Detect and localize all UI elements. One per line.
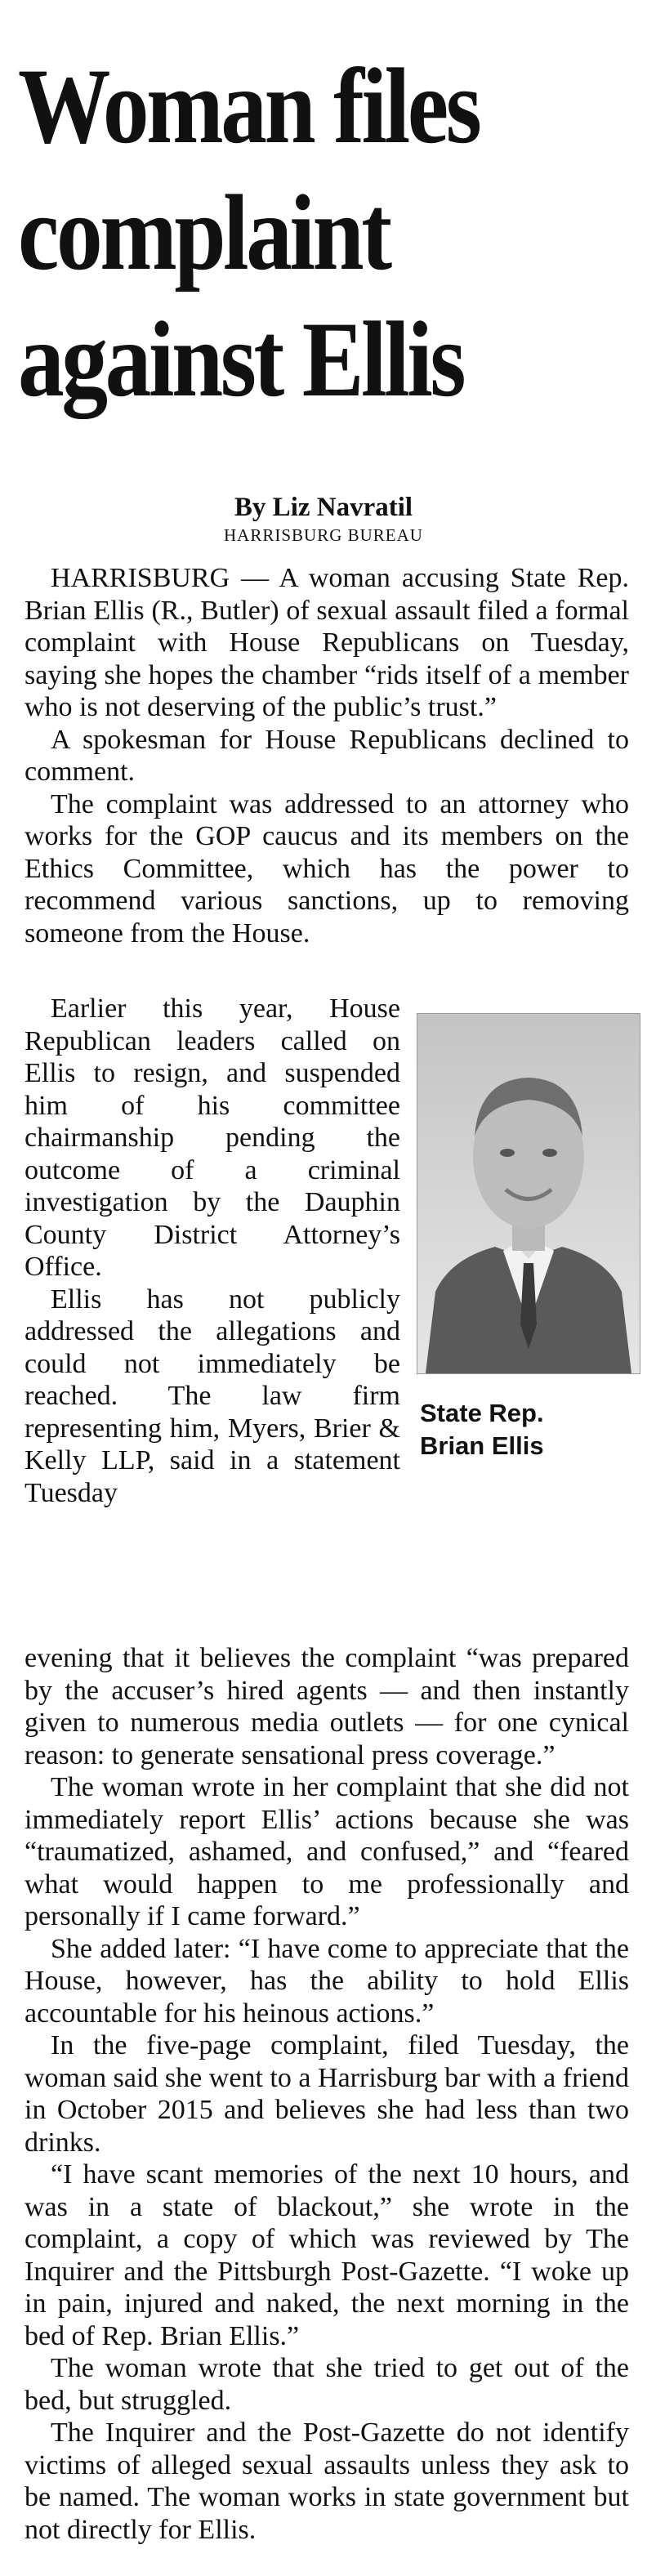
portrait-photo	[417, 1013, 640, 1374]
byline-name: By Liz Navratil	[234, 493, 413, 522]
headline-line: complaint	[18, 172, 390, 292]
article-body-wrap	[25, 993, 400, 1509]
paragraph: HARRISBURG — A woman accusing State Rep. Brian Ellis (R., Butler) of sexual assault filed a formal complaint with House Republicans on Tuesday, saying she hopes the chamber “rids itself of a member who is not deserving of the public’s trust.”	[25, 563, 629, 722]
paragraph: evening that it believes the complaint “was prepared by the accuser’s hired agents — and then instantly given to numerous media outlets — for one cynical reason: to generate sensational press coverage.”	[25, 1643, 629, 1770]
person-portrait-icon	[417, 1014, 640, 1373]
paragraph: The complaint was addressed to an attorney who works for the GOP caucus and its members on the Ethics Committee, which has the power to recommend various sanctions, up to removing someone from the House.	[25, 788, 629, 949]
photo-caption	[420, 1397, 632, 1462]
caption-line: State Rep.	[420, 1399, 544, 1427]
byline-bureau: HARRISBURG BUREAU	[224, 525, 423, 545]
article-body-top	[25, 562, 629, 949]
paragraph: She added later: “I have come to appreciate that the House, however, has the ability to hold Ellis accountable for his heinous actions.”	[25, 1933, 629, 2029]
caption-line: Brian Ellis	[420, 1431, 544, 1460]
paragraph: The woman wrote in her complaint that she did not immediately report Ellis’ actions because she was “traumatized, ashamed, and confused,” and “feared what would happen to me professionally and personally if I came forward.”	[25, 1772, 629, 1931]
paragraph: The woman wrote that she tried to get out of the bed, but struggled.	[25, 2353, 629, 2416]
paragraph: Earlier this year, House Republican leaders called on Ellis to resign, and suspended him of his committee chairmanship pending the outcome of a criminal investigation by the Dauphin County District Attorney’s Office.	[25, 993, 400, 1282]
article-body-bottom	[25, 1642, 629, 2546]
paragraph: A spokesman for House Republicans declined to comment.	[25, 724, 629, 787]
paragraph: “I have scant memories of the next 10 hours, and was in a state of blackout,” she wrote in the complaint, a copy of which was reviewed by The Inquirer and the Pittsburgh Post-Gazette. “I woke up in pain, injured and naked, the next morning in the bed of Rep. Brian Ellis.”	[25, 2159, 629, 2351]
paragraph: Ellis has not publicly addressed the allegations and could not immediately be reached. The law firm representing him, Myers, Brier & Kelly LLP, said in a statement Tuesday	[25, 1284, 400, 1508]
headline	[18, 42, 552, 422]
headline-line: Woman files	[18, 46, 480, 166]
paragraph: The Inquirer and the Post-Gazette do not identify victims of alleged sexual assaults unless they ask to be named. The woman works in state government but not directly for Ellis.	[25, 2418, 629, 2545]
headline-line: against Ellis	[18, 299, 464, 419]
paragraph: In the five-page complaint, filed Tuesday, the woman said she went to a Harrisburg bar with a friend in October 2015 and believes she had less than two drinks.	[25, 2030, 629, 2158]
